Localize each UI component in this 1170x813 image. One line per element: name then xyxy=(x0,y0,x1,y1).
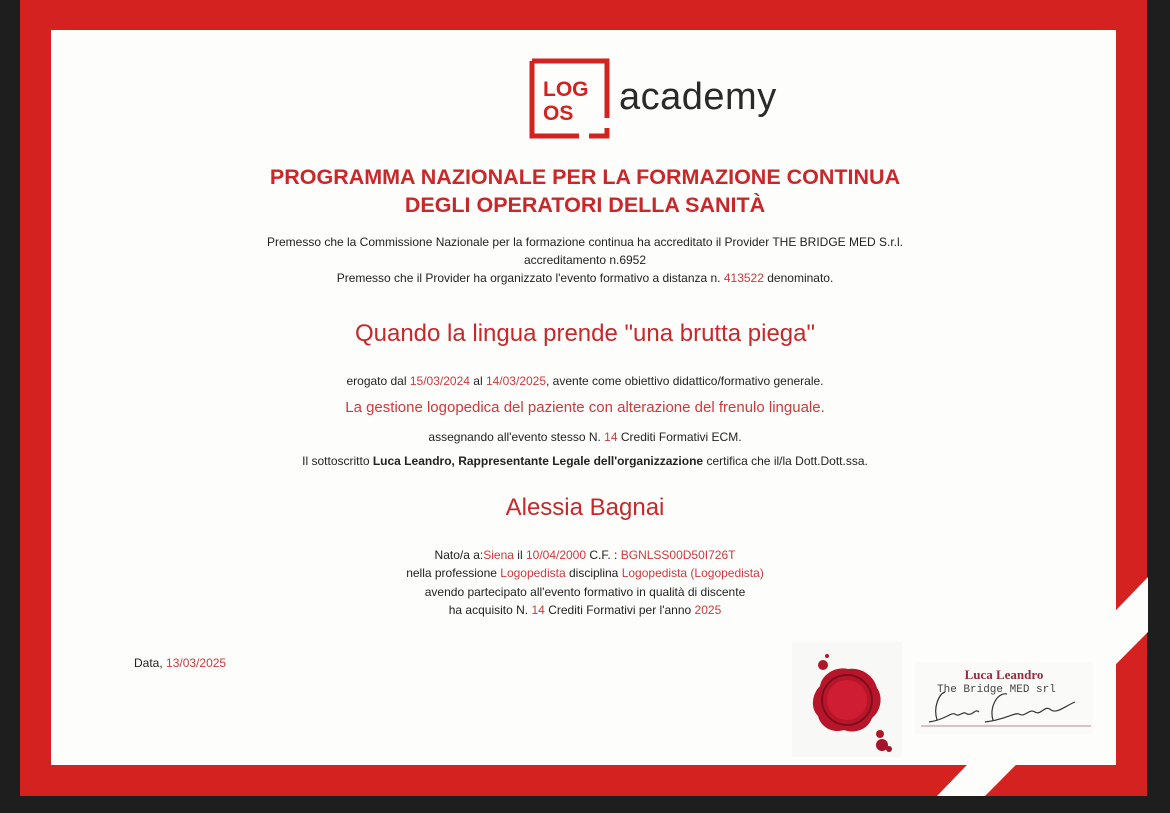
signatory-name: Luca Leandro xyxy=(964,667,1044,682)
event-number: 413522 xyxy=(723,271,764,285)
event-credits: assegnando all'evento stesso N. 14 Crediti Formativi ECM. xyxy=(428,430,742,444)
participant-birth: Nato/a a:Siena il 10/04/2000 C.F. : BGNLSS00D50I726T xyxy=(434,548,736,562)
acquired-credits: ha acquisito N. 14 Crediti Formativi per l'anno 2025 xyxy=(448,603,722,617)
heading-line-2: DEGLI OPERATORI DELLA SANITÀ xyxy=(404,193,766,217)
participant-name: Alessia Bagnai xyxy=(505,494,665,521)
heading-line-1: PROGRAMMA NAZIONALE PER LA FORMAZIONE CONTINUA xyxy=(269,165,901,189)
intro-line-1: Premesso che la Commissione Nazionale per la formazione continua ha accreditato il Provider THE BRIDGE MED S.r.l. xyxy=(266,235,904,249)
participation-line: avendo partecipato all'evento formativo in qualità di discente xyxy=(424,585,746,599)
intro-line-3: Premesso che il Provider ha organizzato l'evento formativo a distanza n. 413522 denominato. xyxy=(336,271,834,285)
event-dates: erogato dal 15/03/2024 al 14/03/2025, avente come obiettivo didattico/formativo generale. xyxy=(346,374,824,388)
participant-profession: nella professione Logopedista disciplina Logopedista (Logopedista) xyxy=(406,566,764,580)
wax-seal-icon xyxy=(792,642,902,757)
svg-text:OS: OS xyxy=(543,102,574,125)
start-date: 15/03/2024 xyxy=(409,374,470,388)
issue-date: Data, 13/03/2025 xyxy=(134,656,227,670)
intro-line-2: accreditamento n.6952 xyxy=(523,253,647,267)
signature-block xyxy=(915,662,1093,734)
signatory-company: The Bridge MED srl xyxy=(937,684,1056,696)
logos-logo-mark xyxy=(529,58,611,140)
end-date: 14/03/2025 xyxy=(485,374,547,388)
signatory-statement: Il sottoscritto Luca Leandro, Rappresentante Legale dell'organizzazione certifica che il/la Dott.Dott.ssa. xyxy=(302,454,868,468)
logo-wordmark: academy xyxy=(619,76,777,118)
handwritten-signature xyxy=(915,662,1093,734)
event-objective: La gestione logopedica del paziente con alterazione del frenulo linguale. xyxy=(345,399,825,416)
svg-text:LOG: LOG xyxy=(543,78,589,101)
wax-seal xyxy=(792,642,902,757)
event-title: Quando la lingua prende "una brutta piega" xyxy=(354,320,816,347)
